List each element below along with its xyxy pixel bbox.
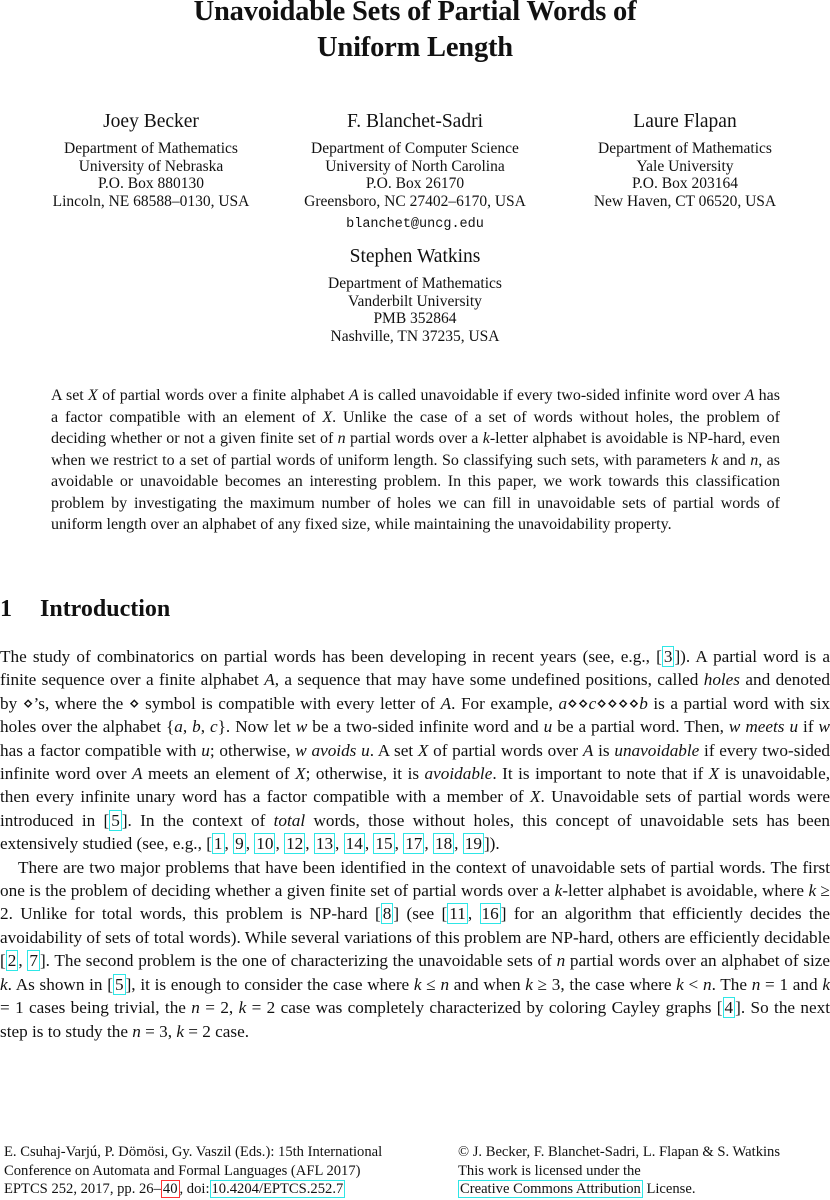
footer-line-2: Conference on Automata and Formal Languages (AFL 2017)	[4, 1162, 361, 1179]
citation-link[interactable]: 18	[434, 834, 453, 854]
last-page-link[interactable]: 40	[162, 1181, 178, 1197]
citation-link[interactable]: 9	[235, 834, 244, 854]
citation-link[interactable]: 19	[464, 834, 482, 854]
citation-link[interactable]: 2	[7, 951, 17, 971]
footer-citation	[4, 1143, 434, 1199]
doi-prefix: , doi:	[179, 1181, 210, 1197]
citation-link[interactable]: 14	[345, 834, 363, 854]
author-name: Laure Flapan	[633, 111, 737, 132]
author-inst: University of North Carolina	[325, 157, 505, 175]
paragraph-2: There are two major problems that have been identified in the context of unavoidable sets of partial words. The first one is the problem of deciding whether a given finite set of partial words over a k-letter alphabet is avoidable, where k ≥ 2. Unlike for total words, this problem is NP-hard [ 8 ] (see [ 11 , 16 ] for an algorithm that efficiently decides the avoidability of sets of total words). While several variations of this problem are NP-hard, others are efficiently decidable [ 2 , 7 ]. The second problem is the one of characterizing the unavoidable sets of n partial words over an alphabet of size k. As shown in [ 5 ], it is enough to consider the case where k ≤ n and when k ≥ 3, the case where k < n. The n = 1 and k = 1 cases being trivial, the n = 2, k = 2 case was completely characterized by coloring Cayley graphs [ 4 ]. So the next step is to study the n = 3, k = 2 case.	[0, 857, 830, 1041]
author-city: Nashville, TN 37235, USA	[330, 327, 500, 345]
citation-link[interactable]: 1	[213, 834, 223, 854]
doi-link[interactable]: 10.4204/EPTCS.252.7	[211, 1181, 344, 1197]
author-dept: Department of Mathematics	[328, 275, 502, 292]
author-dept: Department of Computer Science	[311, 140, 519, 157]
introduction-body	[0, 645, 830, 1043]
citation-link[interactable]: 16	[481, 904, 499, 924]
author-block-becker	[36, 110, 266, 210]
author-block-flapan	[570, 110, 800, 210]
citation-link[interactable]: 15	[375, 834, 393, 854]
footer-line-3	[4, 1180, 434, 1199]
title-line-1: Unavoidable Sets of Partial Words of	[193, 0, 637, 27]
license-suffix: License.	[642, 1181, 696, 1197]
abstract: A set X of partial words over a finite alphabet A is called unavoidable if every two-sided infinite word over A has a factor compatible with an element of X. Unlike the case of a set of words without holes, the problem of deciding whether or not a given finite set of n partial words over a k-letter alphabet is avoidable is NP-hard, even when we restrict to a set of partial words of uniform length. So classifying such sets, with parameters k and n, as avoidable or unavoidable becomes an interesting problem. In this paper, we work towards this classification problem by investigating the maximum number of holes we can fill in unavoidable sets of partial words of uniform length over an alphabet of any fixed size, while maintaining the unavoidability property.	[51, 387, 781, 533]
section-heading	[0, 594, 170, 624]
citation-link[interactable]: 4	[724, 998, 734, 1018]
license-link[interactable]: Creative Commons Attribution	[460, 1181, 641, 1197]
citation-link[interactable]: 8	[382, 904, 392, 924]
section-number: 1	[0, 596, 12, 622]
citation-link[interactable]: 7	[29, 951, 38, 971]
author-name: Stephen Watkins	[349, 246, 481, 267]
license-link-line	[458, 1180, 830, 1199]
citation-link[interactable]: 10	[256, 834, 274, 854]
paper-title	[0, 0, 830, 66]
author-dept: Department of Mathematics	[64, 140, 238, 157]
footer-pages: EPTCS 252, 2017, pp. 26–	[4, 1181, 161, 1197]
author-box: P.O. Box 203164	[632, 175, 738, 192]
author-block-blanchet-sadri	[290, 110, 540, 234]
citation-link[interactable]: 3	[663, 647, 673, 666]
author-city: Greensboro, NC 27402–6170, USA	[304, 192, 526, 210]
footer-license	[458, 1143, 830, 1199]
footer-line-1: E. Csuhaj-Varjú, P. Dömösi, Gy. Vaszil (Eds.): 15th International	[4, 1144, 383, 1160]
author-name: Joey Becker	[103, 111, 199, 132]
author-box: P.O. Box 880130	[98, 175, 204, 192]
author-city: New Haven, CT 06520, USA	[593, 192, 777, 210]
author-city: Lincoln, NE 68588–0130, USA	[52, 192, 250, 210]
author-inst: Vanderbilt University	[348, 292, 482, 310]
author-block-watkins	[300, 245, 530, 345]
paragraph-1: The study of combinatorics on partial words has been developing in recent years (see, e.g., [ 3 ]). A partial word is a finite sequence over a finite alphabet A, a sequence that may have some undefined positions, called holes and denoted by ⋄’s, where the ⋄ symbol is compatible with every letter of A. For example, a⋄⋄c⋄⋄⋄⋄b is a partial word with six holes over the alphabet {a, b, c}. Now let w be a two-sided infinite word and u be a partial word. Then, w meets u if w has a factor compatible with u; otherwise, w avoids u. A set X of partial words over A is unavoidable if every two-sided infinite word over A meets an element of X; otherwise, it is avoidable. It is important to note that if X is unavoidable, then every infinite unary word has a factor compatible with a member of X. Unavoidable sets of partial words were introduced in [ 5 ]. In the context of total words, those without holes, this concept of unavoidable sets has been extensively studied (see, e.g., [ 1 , 9 , 10 , 12 , 13 , 14 , 15 , 17 , 18 , 19 ]).	[0, 647, 830, 854]
citation-link[interactable]: 5	[114, 974, 124, 994]
author-box: P.O. Box 26170	[365, 175, 465, 192]
author-email[interactable]: blanchet@uncg.edu	[346, 217, 484, 232]
citation-link[interactable]: 17	[405, 834, 423, 854]
citation-link[interactable]: 13	[315, 834, 334, 854]
copyright-line: © J. Becker, F. Blanchet-Sadri, L. Flapan & S. Watkins	[458, 1144, 781, 1160]
title-line-2: Uniform Length	[317, 32, 513, 63]
author-dept: Department of Mathematics	[598, 140, 772, 157]
author-box: PMB 352864	[373, 310, 457, 327]
author-name: F. Blanchet-Sadri	[347, 111, 483, 132]
section-title: Introduction	[40, 596, 171, 622]
citation-link[interactable]: 11	[449, 904, 466, 924]
author-inst: Yale University	[636, 157, 734, 175]
author-inst: University of Nebraska	[78, 157, 224, 175]
citation-link[interactable]: 5	[111, 810, 120, 830]
license-line: This work is licensed under the	[458, 1162, 641, 1179]
citation-link[interactable]: 12	[286, 834, 304, 854]
